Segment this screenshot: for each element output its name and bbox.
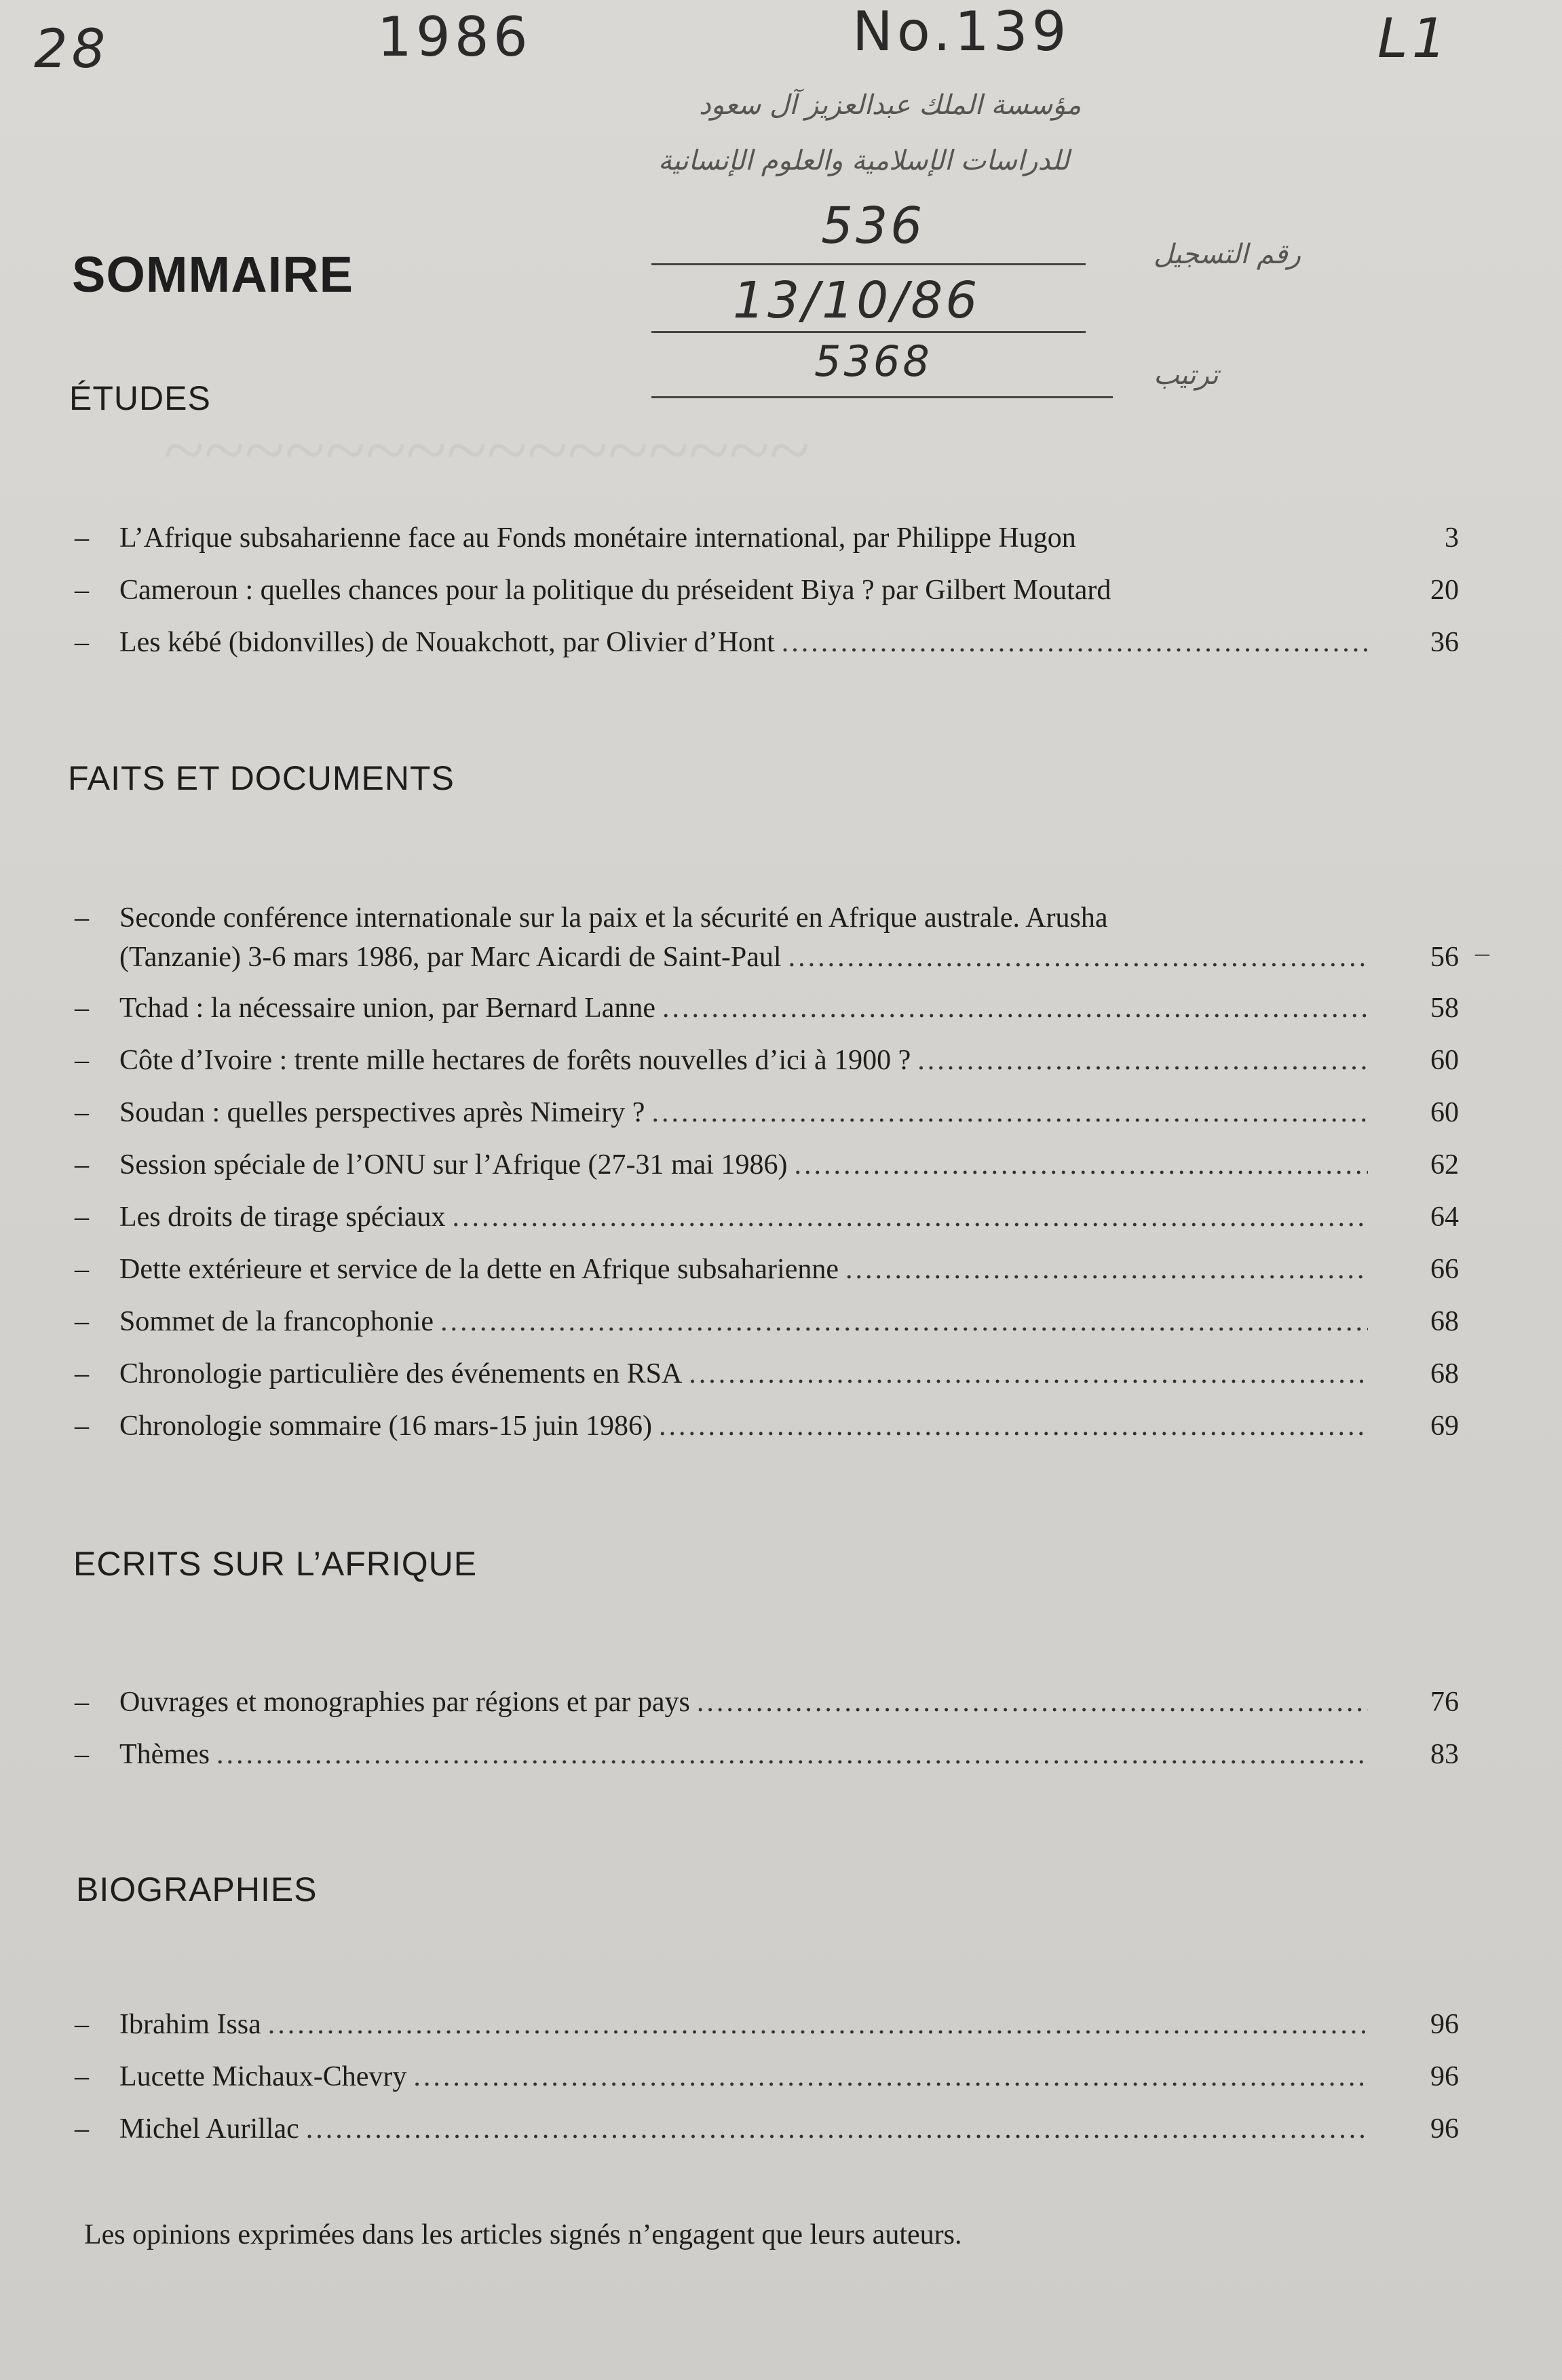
toc-entry[interactable] bbox=[75, 989, 1459, 1028]
stamp-entry-number: 536 bbox=[821, 197, 926, 255]
toc-entry[interactable] bbox=[75, 898, 1459, 977]
toc-entry[interactable] bbox=[75, 1735, 1459, 1774]
dot-leader bbox=[697, 1683, 1368, 1722]
toc-entry[interactable] bbox=[75, 518, 1459, 558]
stamp-line-2: للدراسات الإسلامية والعلوم الإنسانية bbox=[658, 145, 1069, 176]
entry-page-number: 69 bbox=[1430, 1410, 1459, 1442]
entry-page-number: 20 bbox=[1430, 575, 1459, 606]
stamp-rule-1 bbox=[651, 263, 1086, 265]
toc-entry[interactable] bbox=[75, 623, 1459, 662]
section-heading-etudes: ÉTUDES bbox=[69, 379, 211, 417]
bullet-dash: – bbox=[75, 1739, 89, 1770]
bullet-dash: – bbox=[75, 1097, 89, 1128]
entry-title: Cameroun : quelles chances pour la politique du préseident Biya ? par Gilbert Moutard bbox=[119, 575, 1111, 606]
handwritten-year: 1986 bbox=[377, 5, 532, 69]
bullet-dash: – bbox=[75, 2009, 89, 2040]
bullet-dash: – bbox=[75, 1358, 89, 1389]
bullet-dash: – bbox=[75, 522, 89, 554]
entry-title: Côte d’Ivoire : trente mille hectares de forêts nouvelles d’ici à 1900 ? bbox=[119, 1045, 911, 1076]
entry-page-number: 58 bbox=[1430, 993, 1459, 1024]
toc-entry[interactable] bbox=[75, 571, 1459, 610]
entry-page-number: 66 bbox=[1430, 1254, 1459, 1285]
bleed-through-text bbox=[163, 407, 809, 493]
entry-title: Michel Aurillac bbox=[119, 2113, 299, 2145]
entry-title: Thèmes bbox=[119, 1739, 210, 1770]
toc-entry[interactable] bbox=[75, 1250, 1459, 1289]
dot-leader bbox=[689, 1354, 1368, 1394]
bullet-dash: – bbox=[75, 1254, 89, 1285]
bullet-dash: – bbox=[75, 1687, 89, 1718]
toc-entry[interactable] bbox=[75, 1041, 1459, 1080]
entry-title: Tchad : la nécessaire union, par Bernard Lanne bbox=[119, 993, 656, 1024]
handwritten-mark: L1 bbox=[1377, 7, 1451, 70]
entry-title: Dette extérieure et service de la dette en Afrique subsaharienne bbox=[119, 1254, 839, 1285]
bullet-dash: – bbox=[75, 1410, 89, 1442]
bullet-dash: – bbox=[75, 1202, 89, 1233]
section-heading-faits-et-documents: FAITS ET DOCUMENTS bbox=[68, 759, 455, 797]
entry-title: Seconde conférence internationale sur la paix et la sécurité en Afrique australe. Arusha bbox=[119, 902, 1108, 934]
toc-entry[interactable] bbox=[75, 1197, 1459, 1237]
stamp-line-4: ترتيب bbox=[1154, 360, 1219, 391]
dot-leader bbox=[413, 2057, 1368, 2096]
entry-title-continued: (Tanzanie) 3-6 mars 1986, par Marc Aicardi de Saint-Paul bbox=[119, 942, 782, 973]
bullet-dash: – bbox=[75, 1045, 89, 1076]
dot-leader bbox=[662, 989, 1368, 1028]
entry-title: L’Afrique subsaharienne face au Fonds monétaire international, par Philippe Hugon bbox=[119, 522, 1076, 554]
bullet-dash: – bbox=[75, 1149, 89, 1181]
entry-page-number: 83 bbox=[1430, 1739, 1459, 1770]
stamp-rule-3 bbox=[651, 396, 1113, 398]
entry-title: Les kébé (bidonvilles) de Nouakchott, par Olivier d’Hont bbox=[119, 627, 775, 658]
dot-leader bbox=[453, 1197, 1369, 1237]
dot-leader bbox=[659, 1406, 1368, 1446]
dot-leader bbox=[306, 2109, 1368, 2149]
bullet-dash: – bbox=[75, 627, 89, 658]
dot-leader bbox=[917, 1041, 1368, 1080]
entry-title: Ibrahim Issa bbox=[119, 2009, 261, 2040]
bullet-dash: – bbox=[75, 2061, 89, 2092]
entry-page-number: 96 bbox=[1430, 2113, 1459, 2145]
library-stamp bbox=[651, 81, 1330, 407]
margin-mark: – bbox=[1475, 938, 1489, 969]
entry-title: Chronologie particulière des événements en RSA bbox=[119, 1358, 683, 1389]
entry-page-number: 60 bbox=[1430, 1045, 1459, 1076]
bullet-dash: – bbox=[75, 2113, 89, 2145]
toc-entry[interactable] bbox=[75, 1145, 1459, 1185]
dot-leader bbox=[788, 938, 1368, 977]
entry-title: Soudan : quelles perspectives après Nimeiry ? bbox=[119, 1097, 645, 1128]
section-heading-ecrits-sur-l-afrique: ECRITS SUR L’AFRIQUE bbox=[73, 1545, 478, 1583]
stamp-line-3: رقم التسجيل bbox=[1154, 239, 1301, 270]
dot-leader bbox=[268, 2005, 1368, 2044]
handwritten-issue-number: No.139 bbox=[852, 0, 1071, 63]
disclaimer-note: Les opinions exprimées dans les articles signés n’engagent que leurs auteurs. bbox=[84, 2219, 962, 2250]
stamp-rule-2 bbox=[651, 331, 1086, 333]
dot-leader bbox=[794, 1145, 1368, 1185]
bullet-dash: – bbox=[75, 1306, 89, 1337]
toc-entry[interactable] bbox=[75, 1354, 1459, 1394]
dot-leader bbox=[651, 1093, 1368, 1132]
entry-page-number: 3 bbox=[1445, 522, 1459, 554]
toc-entry[interactable] bbox=[75, 1093, 1459, 1132]
bullet-dash: – bbox=[75, 993, 89, 1024]
handwritten-page-number: 28 bbox=[34, 19, 110, 80]
entry-title: Session spéciale de l’ONU sur l’Afrique (27-31 mai 1986) bbox=[119, 1149, 788, 1181]
dot-leader bbox=[782, 623, 1368, 662]
dot-leader bbox=[440, 1302, 1368, 1341]
entry-page-number: 76 bbox=[1430, 1687, 1459, 1718]
toc-entry[interactable] bbox=[75, 2005, 1459, 2044]
bullet-dash: – bbox=[75, 902, 89, 934]
entry-page-number: 62 bbox=[1430, 1149, 1459, 1181]
toc-entry[interactable] bbox=[75, 1302, 1459, 1341]
entry-page-number: 68 bbox=[1430, 1306, 1459, 1337]
dot-leader bbox=[216, 1735, 1368, 1774]
entry-title: Chronologie sommaire (16 mars-15 juin 1986) bbox=[119, 1410, 653, 1442]
toc-entry[interactable] bbox=[75, 2109, 1459, 2149]
dot-leader bbox=[845, 1250, 1368, 1289]
stamp-shelf-number: 5368 bbox=[814, 337, 932, 386]
toc-entry[interactable] bbox=[75, 1683, 1459, 1722]
entry-page-number: 60 bbox=[1430, 1097, 1459, 1128]
entry-page-number: 68 bbox=[1430, 1358, 1459, 1389]
page-title: SOMMAIRE bbox=[72, 246, 354, 303]
entry-page-number: 56 bbox=[1430, 942, 1459, 973]
section-heading-biographies: BIOGRAPHIES bbox=[76, 1870, 318, 1908]
entry-title: Lucette Michaux-Chevry bbox=[119, 2061, 407, 2092]
entry-title: Ouvrages et monographies par régions et par pays bbox=[119, 1687, 690, 1718]
entry-page-number: 96 bbox=[1430, 2061, 1459, 2092]
toc-entry[interactable] bbox=[75, 2057, 1459, 2096]
entry-page-number: 96 bbox=[1430, 2009, 1459, 2040]
stamp-line-1: مؤسسة الملك عبدالعزيز آل سعود bbox=[699, 90, 1082, 121]
entry-title: Sommet de la francophonie bbox=[119, 1306, 434, 1337]
entry-title: Les droits de tirage spéciaux bbox=[119, 1202, 446, 1233]
entry-page-number: 36 bbox=[1430, 627, 1459, 658]
bullet-dash: – bbox=[75, 575, 89, 606]
toc-entry[interactable] bbox=[75, 1406, 1459, 1446]
stamp-date: 13/10/86 bbox=[733, 271, 980, 330]
entry-page-number: 64 bbox=[1430, 1202, 1459, 1233]
